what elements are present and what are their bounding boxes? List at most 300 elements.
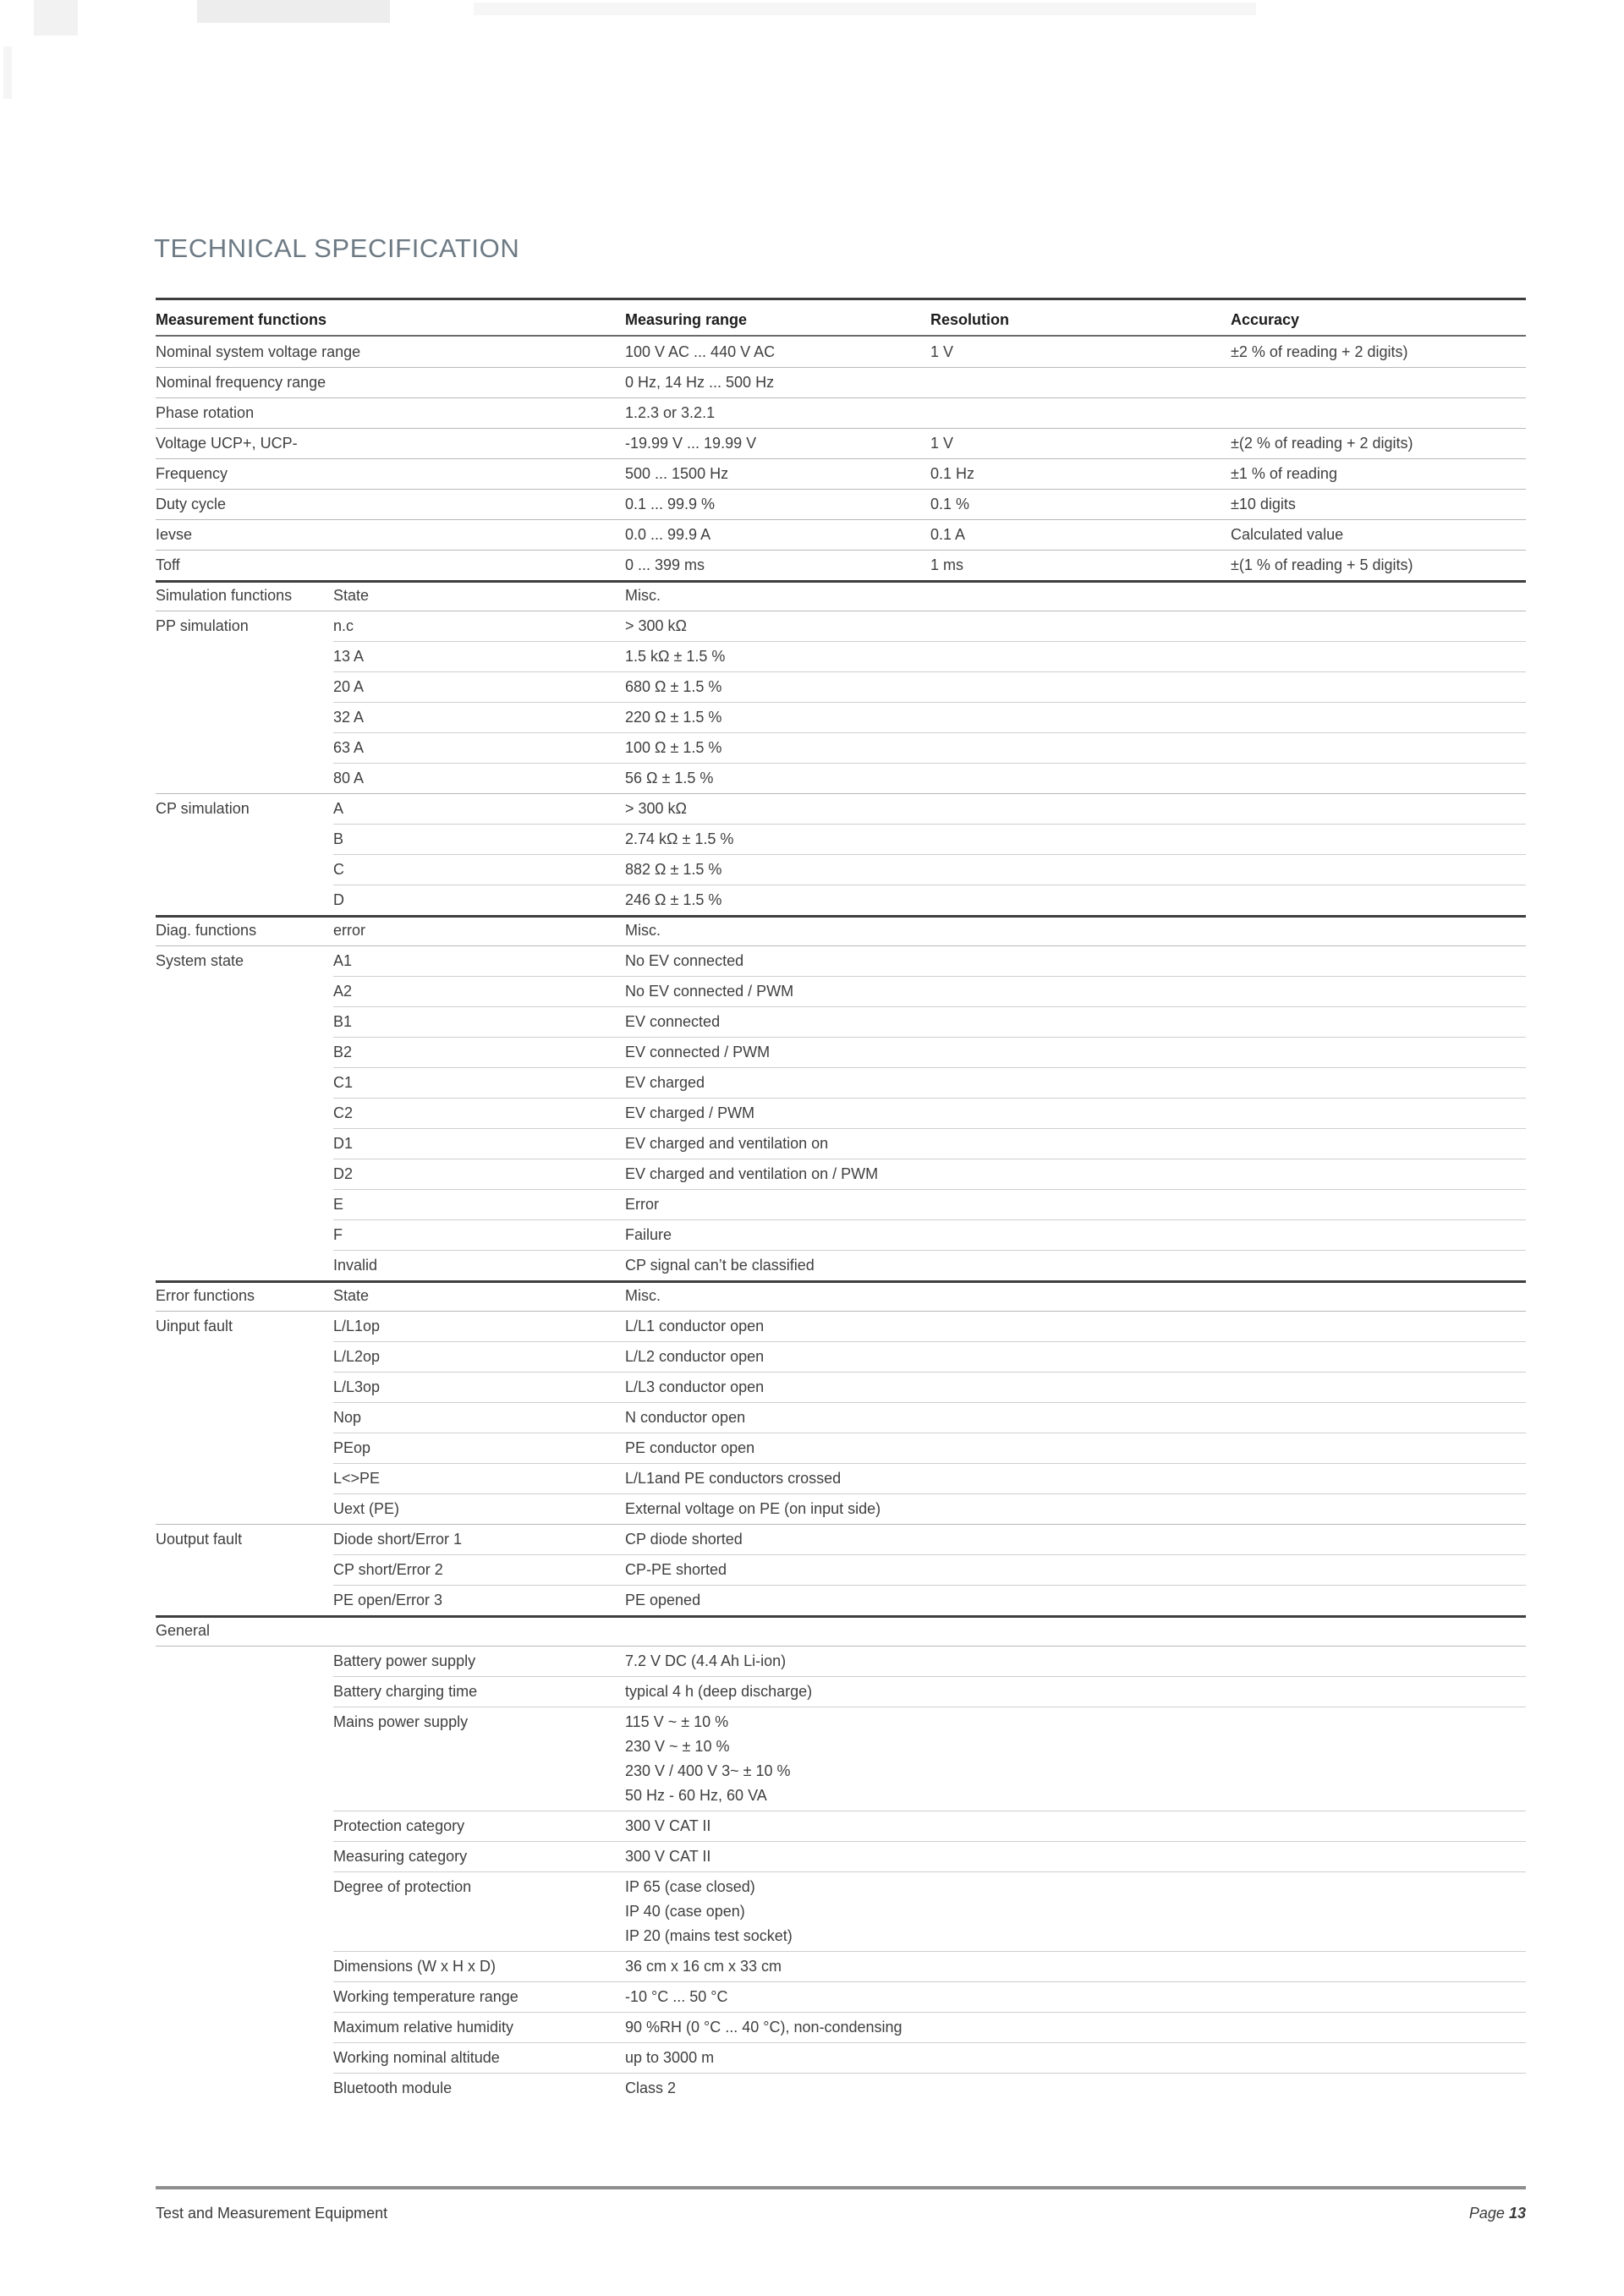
row-measuring-range — [625, 1652, 930, 1676]
table-row — [156, 1250, 1526, 1280]
row-sublabel: B1 — [333, 1013, 353, 1030]
row-sublabel — [333, 373, 625, 397]
table-row — [156, 428, 1526, 458]
row-resolution — [930, 921, 1231, 945]
footer-left-text: Test and Measurement Equipment — [156, 2205, 388, 2222]
row-resolution — [930, 738, 1231, 763]
page-title: TECHNICAL SPECIFICATION — [154, 233, 520, 263]
measuring-range-line: > 300 kΩ — [625, 800, 688, 817]
row-resolution — [930, 1499, 1231, 1524]
measuring-range-line: EV connected / PWM — [625, 1044, 771, 1060]
row-sublabel: Battery power supply — [333, 1652, 476, 1669]
row-resolution — [930, 1104, 1231, 1128]
row-measuring-range — [625, 738, 930, 763]
row-label — [156, 1225, 333, 1250]
row-label — [156, 1499, 333, 1524]
row-label — [156, 890, 333, 915]
measuring-range-line: 100 V AC ... 440 V AC — [625, 343, 776, 360]
row-sublabel — [333, 434, 625, 458]
row-measuring-range — [625, 1195, 930, 1219]
row-measuring-range — [625, 586, 930, 611]
measuring-range-line: No EV connected — [625, 952, 744, 969]
row-accuracy: ±1 % of reading — [1231, 465, 1337, 482]
table-row — [156, 1280, 1526, 1311]
row-label — [156, 982, 333, 1006]
table-row — [156, 1463, 1526, 1493]
row-resolution — [930, 1408, 1231, 1433]
table-row — [156, 1646, 1526, 1676]
row-label — [156, 1134, 333, 1159]
table-row — [156, 580, 1526, 611]
measuring-range-line: Misc. — [625, 922, 661, 939]
row-resolution — [930, 1438, 1231, 1463]
row-resolution — [930, 1469, 1231, 1493]
row-accuracy — [1231, 1134, 1526, 1159]
row-label — [156, 830, 333, 854]
row-sublabel: State — [333, 587, 370, 604]
table-row — [156, 1554, 1526, 1585]
measuring-range-line: 0 Hz, 14 Hz ... 500 Hz — [625, 374, 775, 391]
row-accuracy — [1231, 373, 1526, 397]
row-sublabel: CP short/Error 2 — [333, 1561, 443, 1578]
measuring-range-line: 7.2 V DC (4.4 Ah Li-ion) — [625, 1652, 787, 1669]
row-sublabel: Degree of protection — [333, 1878, 472, 1895]
row-sublabel: Battery charging time — [333, 1683, 478, 1700]
table-row — [156, 732, 1526, 763]
row-sublabel: 20 A — [333, 678, 365, 695]
measuring-range-line: 100 Ω ± 1.5 % — [625, 739, 722, 756]
row-measuring-range — [625, 769, 930, 793]
row-sublabel: B — [333, 830, 344, 847]
row-accuracy: ±10 digits — [1231, 496, 1296, 512]
row-accuracy — [1231, 1987, 1526, 2012]
row-resolution — [930, 1286, 1231, 1311]
row-accuracy — [1231, 1499, 1526, 1524]
row-accuracy — [1231, 982, 1526, 1006]
row-resolution — [930, 647, 1231, 671]
row-measuring-range — [625, 1012, 930, 1037]
row-label — [156, 1378, 333, 1402]
row-measuring-range — [625, 1817, 930, 1841]
row-sublabel: PEop — [333, 1439, 371, 1456]
row-measuring-range — [625, 1712, 930, 1805]
row-sublabel: Invalid — [333, 1257, 378, 1274]
row-label — [156, 1847, 333, 1871]
row-label — [156, 1012, 333, 1037]
column-header-accuracy: Accuracy — [1231, 311, 1300, 328]
row-resolution — [930, 951, 1231, 976]
table-row — [156, 367, 1526, 397]
specification-table — [156, 298, 1526, 2103]
row-accuracy — [1231, 951, 1526, 976]
table-row — [156, 489, 1526, 519]
row-label: System state — [156, 952, 244, 969]
row-accuracy — [1231, 1438, 1526, 1463]
row-label — [156, 2018, 333, 2042]
row-resolution — [930, 1164, 1231, 1189]
table-row — [156, 1615, 1526, 1646]
row-resolution — [930, 1043, 1231, 1067]
measuring-range-line: 680 Ω ± 1.5 % — [625, 678, 722, 695]
table-row — [156, 1585, 1526, 1615]
row-resolution: 1 V — [930, 343, 954, 360]
row-accuracy — [1231, 1104, 1526, 1128]
measuring-range-line: 230 V ~ ± 10 % — [625, 1738, 730, 1755]
measuring-range-line: CP-PE shorted — [625, 1561, 727, 1578]
table-row — [156, 1098, 1526, 1128]
measuring-range-line: EV charged / PWM — [625, 1104, 755, 1121]
row-label: PP simulation — [156, 617, 249, 634]
row-measuring-range — [625, 373, 930, 397]
row-label — [156, 1652, 333, 1676]
table-row — [156, 945, 1526, 976]
row-measuring-range — [625, 2079, 930, 2103]
measuring-range-line: -10 °C ... 50 °C — [625, 1988, 728, 2005]
row-accuracy — [1231, 1682, 1526, 1707]
table-row — [156, 2073, 1526, 2103]
row-sublabel — [333, 342, 625, 367]
row-sublabel: D1 — [333, 1135, 354, 1152]
row-resolution: 0.1 A — [930, 526, 966, 543]
row-sublabel: 63 A — [333, 739, 365, 756]
table-row — [156, 854, 1526, 885]
row-resolution — [930, 1530, 1231, 1554]
measuring-range-line: CP signal can’t be classified — [625, 1257, 815, 1274]
row-measuring-range — [625, 1877, 930, 1945]
measuring-range-line: 0.0 ... 99.9 A — [625, 526, 711, 543]
table-row — [156, 915, 1526, 945]
row-label: General — [156, 1622, 211, 1639]
row-sublabel: error — [333, 922, 366, 939]
row-resolution — [930, 1817, 1231, 1841]
row-sublabel: C1 — [333, 1074, 354, 1091]
table-row — [156, 824, 1526, 854]
column-header-resolution: Resolution — [930, 311, 1009, 328]
row-accuracy — [1231, 1256, 1526, 1280]
row-label: Ievse — [156, 526, 193, 543]
row-measuring-range — [625, 647, 930, 671]
measuring-range-line: IP 40 (case open) — [625, 1903, 745, 1920]
row-measuring-range — [625, 1469, 930, 1493]
row-label — [156, 1682, 333, 1707]
row-accuracy — [1231, 2079, 1526, 2103]
footer-page-label: Page — [1468, 2205, 1505, 2222]
row-label — [156, 1073, 333, 1098]
row-resolution — [930, 890, 1231, 915]
measuring-range-line: 115 V ~ ± 10 % — [625, 1713, 729, 1730]
row-resolution — [930, 860, 1231, 885]
table-row — [156, 519, 1526, 550]
measuring-range-line: up to 3000 m — [625, 2049, 715, 2066]
row-label: Diag. functions — [156, 922, 257, 939]
table-row — [156, 1676, 1526, 1707]
measuring-range-line: No EV connected / PWM — [625, 983, 794, 1000]
row-resolution — [930, 1877, 1231, 1945]
measuring-range-line: 230 V / 400 V 3~ ± 10 % — [625, 1762, 791, 1779]
row-resolution — [930, 1560, 1231, 1585]
measuring-range-line: 500 ... 1500 Hz — [625, 465, 729, 482]
row-sublabel: A1 — [333, 952, 353, 969]
row-sublabel: 80 A — [333, 770, 365, 786]
measuring-range-line: L/L2 conductor open — [625, 1348, 765, 1365]
row-label: Voltage UCP+, UCP- — [156, 435, 298, 452]
table-row — [156, 2012, 1526, 2042]
measuring-range-line: 246 Ω ± 1.5 % — [625, 891, 722, 908]
table-row — [156, 641, 1526, 671]
row-measuring-range — [625, 1378, 930, 1402]
measuring-range-line: > 300 kΩ — [625, 617, 688, 634]
row-measuring-range — [625, 1256, 930, 1280]
row-resolution — [930, 1957, 1231, 1981]
row-accuracy — [1231, 677, 1526, 702]
row-label — [156, 647, 333, 671]
row-accuracy: ±2 % of reading + 2 digits) — [1231, 343, 1408, 360]
row-accuracy — [1231, 616, 1526, 641]
measuring-range-line: L/L1and PE conductors crossed — [625, 1470, 842, 1487]
row-measuring-range — [625, 1987, 930, 2012]
table-row — [156, 1219, 1526, 1250]
footer-page-number: 13 — [1508, 2205, 1526, 2222]
table-row — [156, 2042, 1526, 2073]
row-label — [156, 1104, 333, 1128]
row-label — [156, 1957, 333, 1981]
row-accuracy — [1231, 1712, 1526, 1805]
row-sublabel: F — [333, 1226, 343, 1243]
row-measuring-range — [625, 495, 930, 519]
row-accuracy — [1231, 769, 1526, 793]
table-row — [156, 1067, 1526, 1098]
row-accuracy — [1231, 2048, 1526, 2073]
measuring-range-line: EV connected — [625, 1013, 721, 1030]
row-accuracy: ±(1 % of reading + 5 digits) — [1231, 556, 1413, 573]
table-row — [156, 1006, 1526, 1037]
row-label — [156, 2079, 333, 2103]
row-measuring-range — [625, 1164, 930, 1189]
page-footer — [156, 2205, 1526, 2222]
row-resolution: 0.1 Hz — [930, 465, 975, 482]
row-resolution — [930, 1073, 1231, 1098]
row-accuracy — [1231, 1225, 1526, 1250]
row-label — [156, 1438, 333, 1463]
row-accuracy — [1231, 799, 1526, 824]
table-row — [156, 611, 1526, 641]
row-measuring-range — [625, 951, 930, 976]
row-label — [156, 769, 333, 793]
row-resolution — [930, 1591, 1231, 1615]
row-label — [156, 1164, 333, 1189]
row-accuracy — [1231, 1560, 1526, 1585]
row-sublabel — [333, 525, 625, 550]
row-accuracy — [1231, 1652, 1526, 1676]
row-accuracy — [1231, 1530, 1526, 1554]
measuring-range-line: Error — [625, 1196, 659, 1213]
row-accuracy: Calculated value — [1231, 526, 1344, 543]
row-resolution: 0.1 % — [930, 496, 970, 512]
row-resolution — [930, 830, 1231, 854]
table-row — [156, 1341, 1526, 1372]
row-accuracy — [1231, 830, 1526, 854]
row-resolution: 1 V — [930, 435, 954, 452]
row-resolution — [930, 1225, 1231, 1250]
row-measuring-range — [625, 860, 930, 885]
row-measuring-range — [625, 1591, 930, 1615]
row-sublabel: A — [333, 800, 344, 817]
row-measuring-range — [625, 1225, 930, 1250]
row-accuracy — [1231, 1195, 1526, 1219]
table-row — [156, 397, 1526, 428]
row-measuring-range — [625, 1134, 930, 1159]
row-sublabel: Working temperature range — [333, 1988, 518, 2005]
row-sublabel: Diode short/Error 1 — [333, 1531, 463, 1548]
row-sublabel: C — [333, 861, 344, 878]
row-resolution — [930, 403, 1231, 428]
measuring-range-line: Failure — [625, 1226, 672, 1243]
measuring-range-line: 0.1 ... 99.9 % — [625, 496, 716, 512]
row-accuracy — [1231, 1621, 1526, 1646]
row-label — [156, 1591, 333, 1615]
row-resolution — [930, 1256, 1231, 1280]
table-row — [156, 1493, 1526, 1524]
row-measuring-range — [625, 616, 930, 641]
table-row — [156, 1189, 1526, 1219]
column-header-measuring-range: Measuring range — [625, 311, 748, 328]
row-accuracy: ±(2 % of reading + 2 digits) — [1231, 435, 1413, 452]
row-sublabel: D2 — [333, 1165, 354, 1182]
measuring-range-line: L/L1 conductor open — [625, 1318, 765, 1334]
row-sublabel: State — [333, 1287, 370, 1304]
row-accuracy — [1231, 860, 1526, 885]
row-accuracy — [1231, 921, 1526, 945]
row-label — [156, 860, 333, 885]
row-measuring-range — [625, 982, 930, 1006]
row-sublabel: Protection category — [333, 1817, 465, 1834]
row-measuring-range — [625, 1286, 930, 1311]
row-measuring-range — [625, 890, 930, 915]
row-measuring-range — [625, 342, 930, 367]
measuring-range-line: Class 2 — [625, 2080, 677, 2096]
row-resolution — [930, 1621, 1231, 1646]
row-label: Frequency — [156, 465, 228, 482]
row-resolution — [930, 1012, 1231, 1037]
row-measuring-range — [625, 1438, 930, 1463]
row-label — [156, 1195, 333, 1219]
row-measuring-range — [625, 1408, 930, 1433]
row-sublabel: L<>PE — [333, 1470, 381, 1487]
row-measuring-range — [625, 2018, 930, 2042]
row-label: Uoutput fault — [156, 1531, 243, 1548]
table-row — [156, 1433, 1526, 1463]
row-label — [156, 1987, 333, 2012]
row-label — [156, 1877, 333, 1945]
row-accuracy — [1231, 1073, 1526, 1098]
measuring-range-line: 90 %RH (0 °C ... 40 °C), non-condensing — [625, 2019, 903, 2036]
measuring-range-line: -19.99 V ... 19.99 V — [625, 435, 757, 452]
table-row — [156, 1372, 1526, 1402]
row-sublabel: Working nominal altitude — [333, 2049, 500, 2066]
row-resolution — [930, 1134, 1231, 1159]
measuring-range-line: IP 20 (mains test socket) — [625, 1927, 793, 1944]
row-accuracy — [1231, 1817, 1526, 1841]
row-measuring-range — [625, 464, 930, 489]
row-measuring-range — [625, 1847, 930, 1871]
table-row — [156, 1402, 1526, 1433]
measuring-range-line: 1.5 kΩ ± 1.5 % — [625, 648, 726, 665]
measuring-range-line: 50 Hz - 60 Hz, 60 VA — [625, 1787, 767, 1804]
measuring-range-line: External voltage on PE (on input side) — [625, 1500, 881, 1517]
row-measuring-range — [625, 2048, 930, 2073]
measuring-range-line: N conductor open — [625, 1409, 746, 1426]
scan-artifact — [34, 0, 78, 36]
row-accuracy — [1231, 1378, 1526, 1402]
row-sublabel: A2 — [333, 983, 353, 1000]
measuring-range-line: PE conductor open — [625, 1439, 755, 1456]
row-sublabel: 13 A — [333, 648, 365, 665]
row-accuracy — [1231, 1408, 1526, 1433]
row-sublabel: B2 — [333, 1044, 353, 1060]
table-row — [156, 1159, 1526, 1189]
row-resolution — [930, 982, 1231, 1006]
table-row — [156, 1811, 1526, 1841]
table-row — [156, 671, 1526, 702]
row-accuracy — [1231, 1591, 1526, 1615]
row-measuring-range — [625, 1499, 930, 1524]
row-label: Simulation functions — [156, 587, 293, 604]
row-measuring-range — [625, 1104, 930, 1128]
measuring-range-line: Misc. — [625, 1287, 661, 1304]
row-label: Nominal system voltage range — [156, 343, 361, 360]
table-row — [156, 1707, 1526, 1811]
footer-rule — [156, 2186, 1526, 2189]
row-label: Phase rotation — [156, 404, 255, 421]
row-accuracy — [1231, 2018, 1526, 2042]
row-sublabel: Uext (PE) — [333, 1500, 400, 1517]
row-accuracy — [1231, 1469, 1526, 1493]
row-label — [156, 1043, 333, 1067]
table-row — [156, 1128, 1526, 1159]
table-row — [156, 550, 1526, 580]
table-row — [156, 337, 1526, 367]
row-accuracy — [1231, 647, 1526, 671]
row-sublabel: Nop — [333, 1409, 362, 1426]
scan-artifact — [197, 0, 390, 23]
table-row — [156, 1841, 1526, 1871]
row-label: Duty cycle — [156, 496, 227, 512]
table-row — [156, 1037, 1526, 1067]
row-label — [156, 708, 333, 732]
row-sublabel: Bluetooth module — [333, 2080, 453, 2096]
footer-page-indicator — [1469, 2205, 1526, 2222]
measuring-range-line: EV charged and ventilation on / PWM — [625, 1165, 879, 1182]
row-accuracy — [1231, 403, 1526, 428]
row-sublabel: L/L1op — [333, 1318, 381, 1334]
row-accuracy — [1231, 1286, 1526, 1311]
table-row — [156, 1951, 1526, 1981]
row-measuring-range — [625, 1682, 930, 1707]
row-label — [156, 1469, 333, 1493]
row-resolution — [930, 677, 1231, 702]
table-body — [156, 337, 1526, 2103]
table-row — [156, 885, 1526, 915]
row-accuracy — [1231, 1317, 1526, 1341]
row-resolution — [930, 1987, 1231, 2012]
table-row — [156, 1311, 1526, 1341]
row-sublabel: 32 A — [333, 709, 365, 726]
row-sublabel: Measuring category — [333, 1848, 468, 1865]
row-sublabel: n.c — [333, 617, 354, 634]
row-label — [156, 1712, 333, 1805]
row-measuring-range — [625, 677, 930, 702]
table-row — [156, 1871, 1526, 1951]
